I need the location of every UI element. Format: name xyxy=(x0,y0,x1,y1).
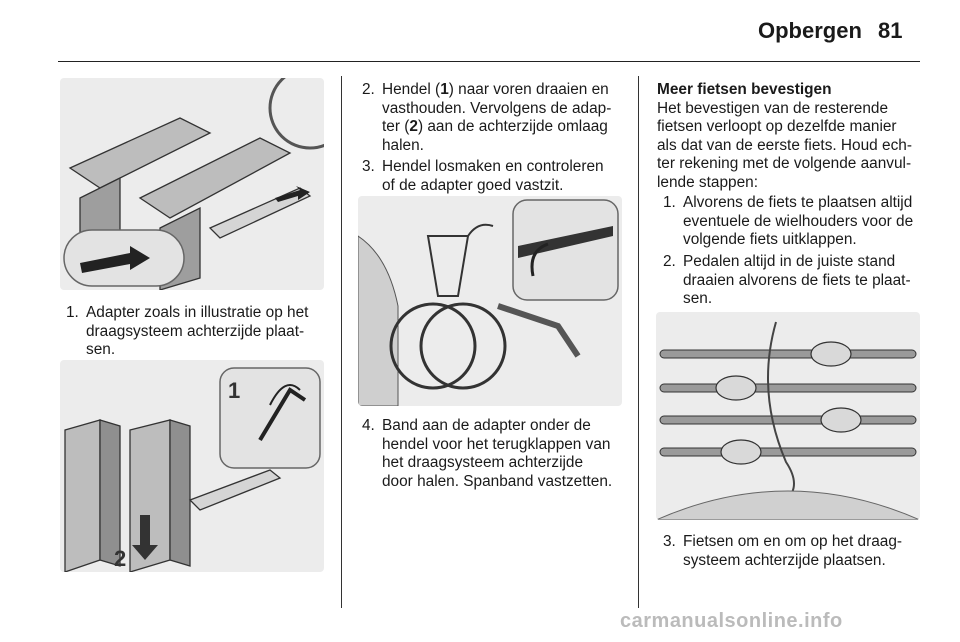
step-number: 2. xyxy=(362,81,375,98)
step-number: 4. xyxy=(362,417,375,434)
step-number: 1. xyxy=(663,194,676,211)
step-text-line: volgende fiets uitklappen. xyxy=(683,231,857,249)
paragraph-line: fietsen verloopt op dezelfde manier xyxy=(657,118,897,136)
illustration-adapter-mount xyxy=(60,78,324,290)
step-text-line: systeem achterzijde plaatsen. xyxy=(683,551,886,569)
step-text-line: sen. xyxy=(86,341,116,359)
step-text-line: Pedalen altijd in de juiste stand xyxy=(683,253,896,270)
paragraph-line: als dat van de eerste fiets. Houd ech- xyxy=(657,136,912,154)
page-number: 81 xyxy=(878,18,903,43)
step-text-line: Band aan de adapter onder de xyxy=(382,417,591,434)
step-text-line: Hendel losmaken en controleren xyxy=(382,158,604,175)
paragraph-line: Het bevestigen van de resterende xyxy=(657,99,889,117)
step-text-line: Fietsen om en om op het draag- xyxy=(683,533,903,550)
step-text-line: door halen. Spanband vastzetten. xyxy=(382,472,613,490)
paragraph-line: ter rekening met de volgende aanvul- xyxy=(657,155,912,173)
step-number: 3. xyxy=(362,158,375,175)
text-segment: ter ( xyxy=(382,118,410,136)
column-divider-2 xyxy=(638,76,639,608)
step-number: 2. xyxy=(663,253,676,270)
callout-ref-1: 1 xyxy=(440,81,449,98)
section-heading: Meer fietsen bevestigen xyxy=(657,81,832,98)
step-text-line: halen. xyxy=(382,136,424,154)
step-text-line: Adapter zoals in illustratie op het xyxy=(86,304,309,321)
illustration-lever-adapter xyxy=(60,360,324,572)
step-text-line: Alvorens de fiets te plaatsen altijd xyxy=(683,194,913,211)
step-text-line: sen. xyxy=(683,290,713,308)
page-title: Opbergen xyxy=(758,18,862,43)
text-segment: ) naar voren draaien en xyxy=(448,81,609,98)
callout-2: 2 xyxy=(114,546,127,571)
illustration-bikes-alternating xyxy=(656,312,920,520)
step-text-line xyxy=(382,81,611,100)
column-divider-1 xyxy=(341,76,342,608)
text-segment: Hendel ( xyxy=(382,81,441,98)
text-segment: ) aan de achterzijde omlaag xyxy=(417,118,608,136)
lever-adapter-drawing xyxy=(60,360,324,572)
callout-1: 1 xyxy=(228,378,241,403)
step-text-line: hendel voor het terugklappen van xyxy=(382,435,611,453)
paragraph-line: lende stappen: xyxy=(657,173,758,191)
step-number: 1. xyxy=(66,304,79,321)
callout-ref-2: 2 xyxy=(409,118,418,136)
step-text-line: draagsysteem achterzijde plaat- xyxy=(86,322,305,340)
step-text-line: het draagsysteem achterzijde xyxy=(382,454,584,472)
step-text-line: eventuele de wielhouders voor de xyxy=(683,212,914,230)
step-text-line: draaien alvorens de fiets te plaat- xyxy=(683,271,911,289)
col3-intro xyxy=(657,81,927,193)
step-text-line xyxy=(382,118,611,137)
adapter-mount-drawing xyxy=(60,78,324,290)
step-number: 3. xyxy=(663,533,676,550)
header-rule xyxy=(58,61,920,62)
illustration-bike-strap xyxy=(358,196,622,406)
step-text-line: vasthouden. Vervolgens de adap- xyxy=(382,99,612,117)
step-text-line: of de adapter goed vastzit. xyxy=(382,176,564,194)
bike-strap-drawing xyxy=(358,196,622,406)
bikes-alternating-drawing xyxy=(656,312,920,520)
watermark: carmanualsonline.info xyxy=(620,610,843,632)
